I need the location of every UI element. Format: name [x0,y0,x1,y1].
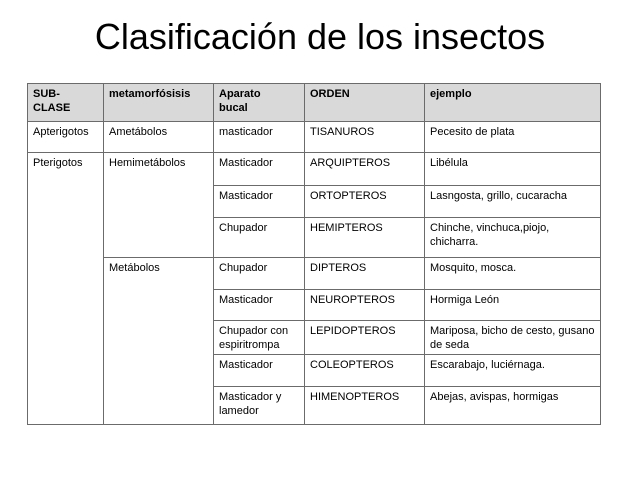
table-row [28,258,601,290]
ejemplo-cell: Abejas, avispas, hormigas [425,387,601,425]
aparato-cell: Masticador [214,153,305,186]
orden-cell: NEUROPTEROS [305,290,425,321]
aparato-overflow-text: Chupador con espiritrompa [219,325,289,351]
ejemplo-cell: Escarabajo, luciérnaga. [425,355,601,387]
metamorfosis-cell: Metábolos [104,258,214,425]
ejemplo-cell: Mosquito, mosca. [425,258,601,290]
subclase-cell: Pterigotos [28,153,104,258]
table-header-row [28,84,601,122]
orden-cell: DIPTEROS [305,258,425,290]
orden-cell: LEPIDOPTEROS [305,321,425,355]
subclase-cell: Apterigotos [28,122,104,153]
page-title: Clasificación de los insectos [94,16,546,57]
orden-cell: ARQUIPTEROS [305,153,425,186]
ejemplo-cell: Libélula [425,153,601,186]
table-row [28,153,601,186]
orden-cell: COLEOPTEROS [305,355,425,387]
table-row [28,122,601,153]
ejemplo-cell: Hormiga León [425,290,601,321]
orden-cell: HEMIPTEROS [305,218,425,258]
insect-classification-table [27,83,601,425]
header-orden: ORDEN [305,84,425,122]
header-subclase: SUB- CLASE [28,84,104,122]
aparato-cell: Masticador [214,355,305,387]
ejemplo-cell: Mariposa, bicho de cesto, gusano de seda [425,321,601,355]
aparato-cell: Masticador [214,186,305,218]
orden-cell: ORTOPTEROS [305,186,425,218]
orden-cell: TISANUROS [305,122,425,153]
aparato-cell [214,321,305,355]
aparato-cell: masticador [214,122,305,153]
metamorfosis-cell: Ametábolos [104,122,214,153]
subclase-cell-empty [28,258,104,425]
header-aparato-bucal: Aparato bucal [214,84,305,122]
orden-cell: HIMENOPTEROS [305,387,425,425]
aparato-cell: Masticador y lamedor [214,387,305,425]
ejemplo-cell: Chinche, vinchuca,piojo, chicharra. [425,218,601,258]
aparato-cell: Chupador [214,258,305,290]
ejemplo-cell: Lasngosta, grillo, cucaracha [425,186,601,218]
header-metamorfosis: metamorfósisis [104,84,214,122]
header-ejemplo: ejemplo [425,84,601,122]
metamorfosis-cell: Hemimetábolos [104,153,214,258]
aparato-cell: Chupador [214,218,305,258]
aparato-cell: Masticador [214,290,305,321]
ejemplo-cell: Pecesito de plata [425,122,601,153]
